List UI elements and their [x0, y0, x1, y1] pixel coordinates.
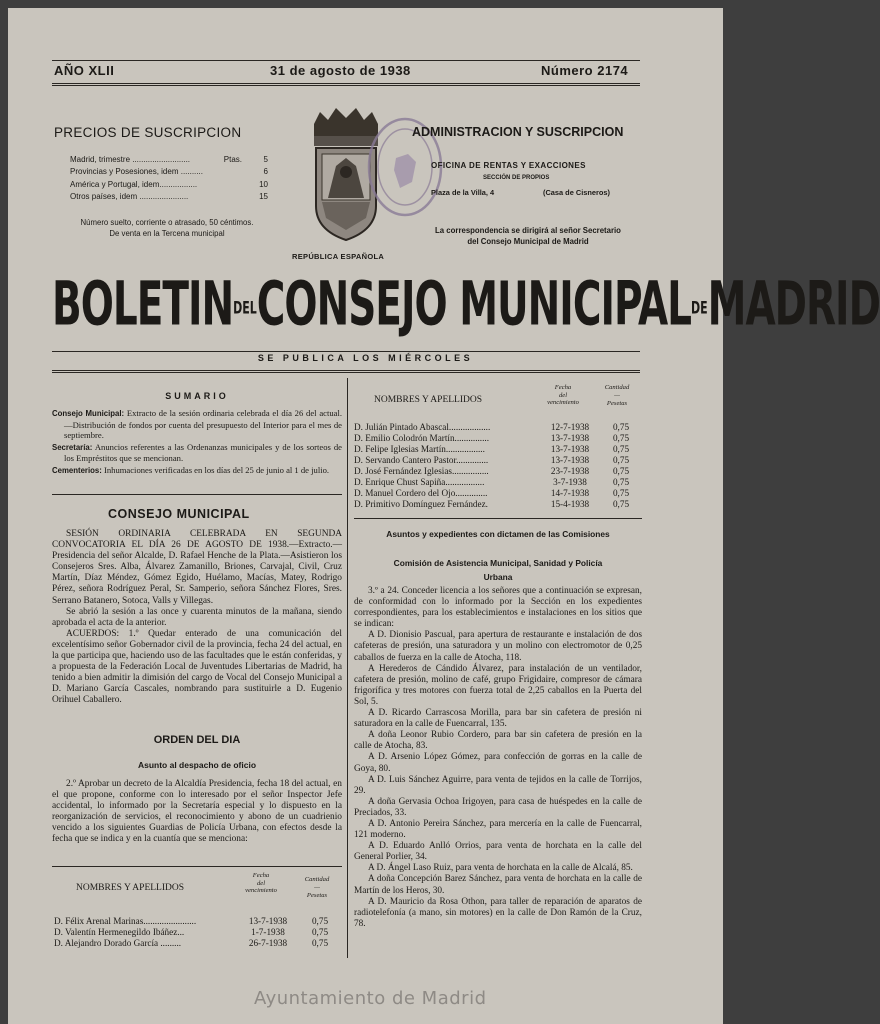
office-section: SECCIÓN DE PROPIOS [483, 175, 550, 181]
council-paragraph: Se abrió la sesión a las once y cuarenta minutos de la mañana, siendo aprobada el acta de la anterior. [52, 606, 342, 628]
table-row: D. Emilio Colodrón Martín............... 13-7-1938 0,75 [354, 433, 630, 443]
license-paragraph: A D. Dionisio Pascual, para apertura de restaurante e instalación de dos cafeteras de presión, una saturadora y un molino con electromotor de 0,25 caballos de fuerza en la calle de Atocha, 118. [354, 630, 642, 663]
office-name: OFICINA DE RENTAS Y EXACCIONES [431, 161, 586, 170]
license-paragraph: A doña Gervasia Ochoa Irigoyen, para casa de huéspedes en la calle de Preciados, 33. [354, 796, 642, 818]
right-table-rule [354, 518, 642, 519]
masthead-text: BOLETINDELCONSEJO MUNICIPALDEMADRID [52, 270, 880, 340]
summary-list [52, 408, 342, 477]
order-title: ORDEN DEL DIA [153, 734, 241, 746]
year-label: AÑO XLII [54, 63, 115, 78]
date-header: Fecha del vencimiento [547, 384, 579, 406]
licenses-body [354, 586, 642, 930]
price-row: Provincias y Posesiones, idem .......... 6 [70, 167, 268, 177]
left-table [54, 916, 342, 949]
table-row: D. Primitivo Domínguez Fernández. 15-4-1938 0,75 [354, 499, 630, 509]
publication-frequency: SE PUBLICA LOS MIÉRCOLES [257, 353, 474, 363]
qty-header: Cantidad — Pesetas [604, 384, 630, 407]
license-paragraph: A doña Leonor Rubio Cordero, para bar sin cafetera de presión en la calle de Atocha, 83. [354, 730, 642, 752]
table-row: D. Valentín Hermenegildo Ibáñez... 1-7-1938 0,75 [54, 927, 329, 937]
correspondence-line-1: La correspondencia se dirigirá al señor Secretario [435, 226, 621, 235]
masthead-rule [52, 351, 640, 352]
table-top-rule [52, 866, 342, 867]
summary-item: Cementerios: Inhumaciones verificadas en los días del 25 de junio al 1 de julio. [52, 464, 330, 475]
left-table-header [54, 872, 342, 906]
order-paragraph: 2.º Aprobar un decreto de la Alcaldía Presidencia, fecha 18 del actual, en el que propone, conforme con lo interesado por el señor Inspector Jefe accidental, lo informado por la Secretaría especial y lo dispuesto en la reorganización de servicios, el reconocimiento y abono de un cuadrienio vencido a los siguientes Guardias de Policía Urbana, con efectos desde la fecha que se indica y en la cuantía que se menciona: [52, 779, 342, 845]
masthead-title [52, 270, 880, 350]
council-body [52, 529, 342, 707]
column-divider [347, 378, 348, 958]
administration-title: ADMINISTRACION Y SUSCRIPCION [412, 125, 624, 139]
license-paragraph: A D. Ángel Laso Ruiz, para venta de horchata en la calle de Alcalá, 85. [368, 863, 633, 874]
qty-header: Cantidad — Pesetas [304, 876, 330, 899]
table-row: D. Alejandro Dorado García ......... 26-7-1938 0,75 [54, 938, 329, 948]
correspondence-line-2: del Consejo Municipal de Madrid [467, 237, 589, 246]
single-copy-note: Número suelto, corriente o atrasado, 50 céntimos. [80, 218, 254, 227]
summary-rule [52, 494, 342, 495]
license-paragraph: A D. Luis Sánchez Aguirre, para venta de tejidos en la calle de Torrijos, 29. [354, 774, 642, 796]
right-table [354, 422, 642, 510]
names-header: NOMBRES Y APELLIDOS [76, 883, 185, 893]
council-paragraph: ACUERDOS: 1.º Quedar enterado de una comunicación del excelentísimo señor Gobernador civil de la provincia, fecha 24 del actual, en la que participa que, haciendo uso de las facultades que le están conferidas, y a propuesta de la Federación Local de Juventudes Libertarias de Madrid, ha tenido a bien admitir la dimisión del cargo de Vocal del Consejo Municipal a D. Mariano García Cascales, nombrando para sustituirle a D. Eugenio Orihuel Caballero. [52, 628, 342, 706]
table-row: D. Félix Arenal Marinas....................... 13-7-1938 0,75 [54, 916, 329, 926]
newspaper-page [8, 8, 880, 1024]
commission-line-1: Comisión de Asistencia Municipal, Sanidad y Policía [393, 558, 603, 568]
names-header: NOMBRES Y APELLIDOS [374, 395, 483, 405]
council-title: CONSEJO MUNICIPAL [108, 507, 250, 521]
header-rule [52, 83, 640, 86]
office-building: (Casa de Cisneros) [543, 188, 610, 197]
commission-title [354, 556, 642, 584]
table-row: D. Servando Cantero Pastor.............. 13-7-1938 0,75 [354, 455, 630, 465]
summary-item: Consejo Municipal: Extracto de la sesión ordinaria celebrada el día 26 del actual.—Distribución de fondos por cuenta del presupuesto del Interior para el mes de septiembre. [52, 408, 342, 441]
correspondence-note [408, 225, 648, 247]
top-rule [52, 60, 640, 61]
price-row: Madrid, trimestre .......................... Ptas. 5 [70, 155, 268, 164]
table-row: D. José Fernández Iglesias................ 23-7-1938 0,75 [354, 466, 630, 476]
issue-date: 31 de agosto de 1938 [270, 63, 411, 78]
license-paragraph: A D. Antonio Pereira Sánchez, para mercería en la calle de Fuencarral, 121 moderno. [354, 818, 642, 841]
table-row: D. Enrique Chust Sapiña................. 3-7-1938 0,75 [354, 477, 630, 487]
republic-label: REPÚBLICA ESPAÑOLA [292, 252, 385, 261]
date-header: Fecha del vencimiento [245, 872, 277, 894]
license-paragraph: A D. Arsenio López Gómez, para confección de gorras en la calle de Goya, 80. [354, 752, 642, 774]
license-paragraph: A D. Ricardo Carrascosa Morilla, para bar sin cafetera de presión ni saturadora en la calle de Fuencarral, 135. [354, 708, 642, 730]
summary-item: Secretaría: Anuncios referentes a las Ordenanzas municipales y de los sorteos de los Empréstitos que se mencionan. [52, 441, 342, 464]
license-paragraph: A Herederos de Cándido Álvarez, para instalación de un ventilador, cafetera de presión, molino de café, grupo Frigidaire, compresor de cámara frigorífica y tres motores con fuerza total de 2,25 caballos en la Puerta del Sol, 5. [354, 663, 642, 707]
order-body [52, 779, 342, 846]
table-row: D. Manuel Cordero del Ojo.............. 14-7-1938 0,75 [354, 488, 630, 498]
office-address: Plaza de la Villa, 4 [431, 188, 495, 197]
summary-title: SUMARIO [165, 391, 229, 401]
matters-title: Asuntos y expedientes con dictamen de las Comisiones [386, 529, 610, 539]
license-paragraph: A doña Concepción Barez Sánchez, para venta de horchata en la calle de Martín de los Heros, 30. [354, 874, 642, 896]
price-row: América y Portugal, idem................. 10 [70, 179, 268, 189]
license-paragraph: 3.º a 24. Conceder licencia a los señores que a continuación se expresan, de conformidad con lo informado por la Sección en los expedientes correspondientes, para los establecimientos e instalaciones en los sitios que se indican: [354, 586, 642, 630]
table-row: D. Julián Pintado Abascal.................. 12-7-1938 0,75 [354, 422, 630, 432]
right-table-header [354, 384, 642, 420]
subscription-title: PRECIOS DE SUSCRIPCION [54, 125, 242, 140]
subscription-notes [52, 217, 282, 239]
issue-number: Número 2174 [541, 63, 629, 78]
watermark: Ayuntamiento de Madrid [254, 988, 487, 1009]
license-paragraph: A D. Mauricio da Rosa Othon, para taller de reparación de aparatos de radiotelefonía (a mano, sin motores) en la calle de Don Ramón de la Cruz, 78. [354, 896, 642, 929]
subheader-rule [52, 370, 640, 373]
sale-point-note: De venta en la Tercena municipal [109, 229, 225, 238]
table-row: D. Felipe Iglesias Martín................. 13-7-1938 0,75 [354, 444, 630, 454]
subscription-price-list [70, 154, 268, 203]
commission-line-2: Urbana [483, 572, 513, 582]
license-paragraph: A D. Eduardo Anlló Orrios, para venta de horchata en la calle del General Porlier, 34. [354, 841, 642, 863]
order-subtitle: Asunto al despacho de oficio [137, 760, 257, 770]
price-row: Otros países, idem ...................... 15 [70, 191, 268, 201]
council-paragraph: SESIÓN ORDINARIA CELEBRADA EN SEGUNDA CONVOCATORIA EL DÍA 26 DE AGOSTO DE 1938.—Extracto.—Presidencia del señor Alcalde, D. Rafael Henche de la Plata.—Asistieron los Consejeros Sres. Alba, Álvarez Zamanillo, Briones, Carvajal, Civil, Cruz Martín, Díaz Méndez, Gómez Egido, Huélamo, Macías, Matey, Rodrigo Pérez, señora Rodríguez Peral, Sr. Samperio, señora Sánchez Flores, Sres. Serrano Batanero, Sotoca, Valls y Villegas. [52, 529, 342, 606]
